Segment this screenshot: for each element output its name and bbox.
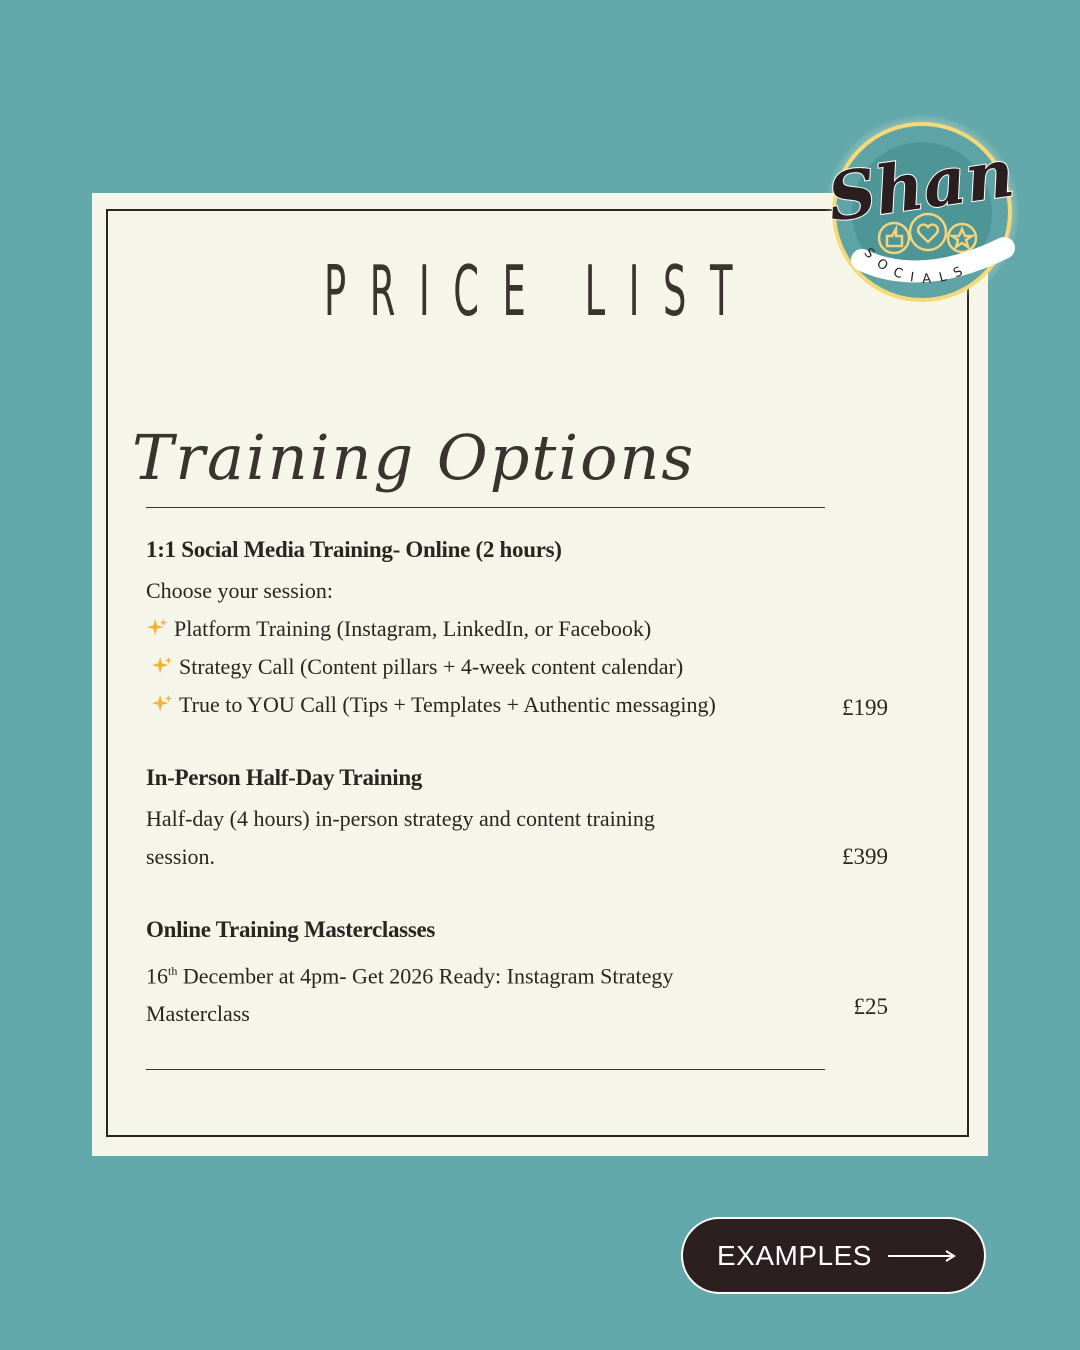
price-in-person-training: £399: [842, 844, 888, 869]
item-in-person-training: [146, 762, 796, 876]
top-divider: [146, 507, 825, 508]
bottom-divider: [146, 1069, 825, 1070]
sparkle-icon: [151, 655, 173, 677]
item-masterclasses: [146, 914, 796, 1033]
section-title: Training Options: [132, 421, 696, 494]
date-day: 16: [146, 963, 168, 989]
item-intro: Choose your session:: [146, 578, 333, 603]
sparkle-icon: [151, 693, 173, 715]
page-title: PRICE LIST: [323, 251, 757, 332]
date-suffix: th: [168, 964, 178, 978]
item-description: session.: [146, 844, 216, 869]
item-description: Half-day (4 hours) in-person strategy and content training: [146, 806, 655, 831]
item-name: 1:1 Social Media Training- Online (2 hours): [146, 537, 562, 562]
logo-ring-text: SOCIALS: [860, 245, 974, 288]
arrow-right-icon: [888, 1249, 956, 1263]
bullet-text: Strategy Call (Content pillars + 4-week content calendar): [179, 654, 684, 679]
item-online-training: [146, 534, 796, 724]
bullet-item: [146, 648, 796, 686]
price-online-training: £199: [842, 695, 888, 720]
bullet-item: [146, 686, 796, 724]
item-description: Masterclass: [146, 1001, 250, 1027]
price-list-card: [92, 193, 988, 1156]
masterclass-detail: December at 4pm- Get 2026 Ready: Instagram Strategy: [177, 963, 674, 989]
logo-script: Shan: [823, 133, 1019, 237]
price-masterclasses: £25: [853, 994, 888, 1019]
bullet-text: True to YOU Call (Tips + Templates + Authentic messaging): [179, 692, 716, 717]
examples-button-label: EXAMPLES: [717, 1239, 872, 1271]
sparkle-icon: [146, 617, 168, 639]
brand-logo: [814, 88, 1030, 310]
item-name: Online Training Masterclasses: [146, 917, 436, 942]
item-description: [146, 952, 796, 995]
bullet-item: [146, 610, 796, 648]
examples-button[interactable]: [681, 1217, 986, 1294]
bullet-text: Platform Training (Instagram, LinkedIn, or Facebook): [174, 616, 652, 641]
item-name: In-Person Half-Day Training: [146, 765, 423, 790]
